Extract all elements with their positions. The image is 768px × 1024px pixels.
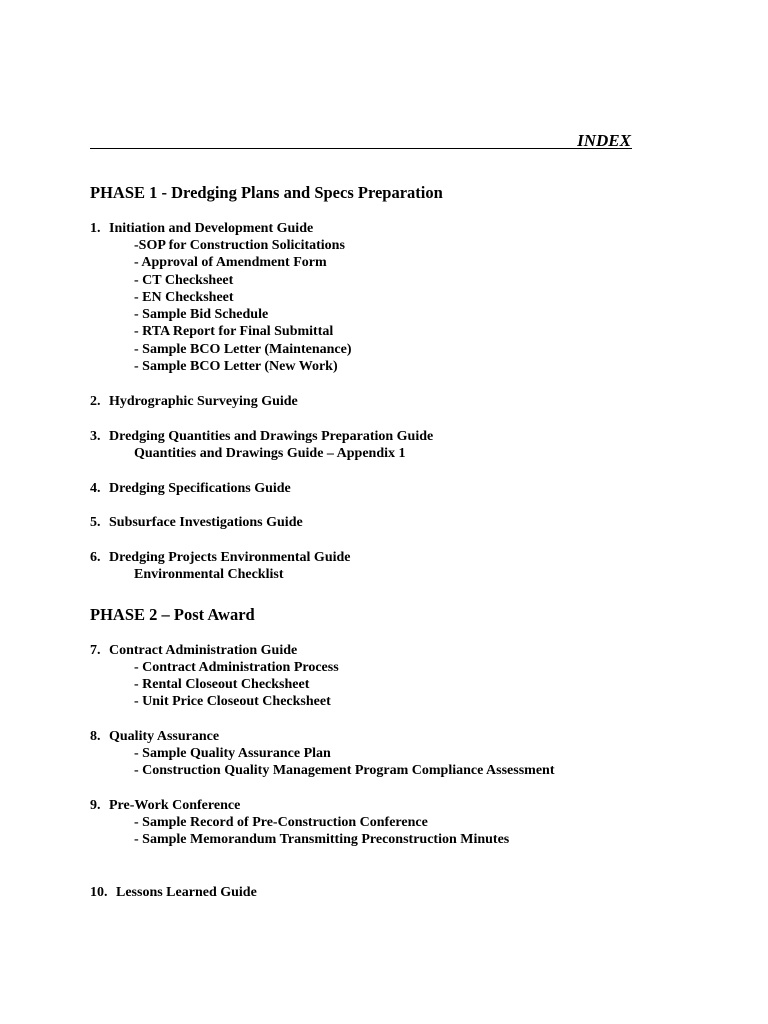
item-number: 8. [90,729,101,744]
toc-item-10 [90,884,257,901]
toc-item-9 [90,797,240,814]
toc-subitem: - EN Checksheet [134,290,234,305]
item-number: 3. [90,429,101,444]
item-title: Initiation and Development Guide [109,221,314,236]
toc-subitem: - Sample Memorandum Transmitting Preconstruction Minutes [134,832,510,847]
toc-subitem: - Sample Quality Assurance Plan [134,746,331,761]
index-rule [90,148,632,149]
toc-subitem: - CT Checksheet [134,273,234,288]
item-number: 6. [90,550,101,565]
toc-subitem: - Construction Quality Management Program Compliance Assessment [134,763,555,778]
toc-subitem: - Contract Administration Process [134,660,339,675]
toc-subitem: Quantities and Drawings Guide – Appendix 1 [134,446,406,461]
toc-item-1 [90,220,313,237]
toc-subitem: - Unit Price Closeout Checksheet [134,694,331,709]
item-title: Dredging Quantities and Drawings Preparation Guide [109,429,434,444]
toc-subitem: - Sample Record of Pre-Construction Conference [134,815,428,830]
index-title: INDEX [577,131,631,150]
toc-subitem: - Rental Closeout Checksheet [134,677,310,692]
toc-item-8 [90,728,219,745]
item-title: Quality Assurance [109,729,220,744]
item-title: Dredging Specifications Guide [109,481,291,496]
item-number: 4. [90,481,101,496]
item-number: 10. [90,885,108,900]
item-number: 9. [90,798,101,813]
toc-item-5 [90,514,303,531]
toc-item-6 [90,549,351,566]
phase2-heading: PHASE 2 – Post Award [90,605,255,624]
item-title: Dredging Projects Environmental Guide [109,550,351,565]
toc-subitem: - RTA Report for Final Submittal [134,324,334,339]
toc-subitem: - Approval of Amendment Form [134,255,327,270]
item-number: 1. [90,221,101,236]
item-title: Lessons Learned Guide [116,885,257,900]
item-number: 7. [90,643,101,658]
item-title: Pre-Work Conference [109,798,241,813]
toc-subitem: -SOP for Construction Solicitations [134,238,345,253]
toc-item-2 [90,393,298,410]
toc-subitem: Environmental Checklist [134,567,284,582]
toc-subitem: - Sample BCO Letter (New Work) [134,359,338,374]
item-title: Contract Administration Guide [109,643,298,658]
toc-subitem: - Sample BCO Letter (Maintenance) [134,342,352,357]
phase1-heading: PHASE 1 - Dredging Plans and Specs Preparation [90,183,443,202]
toc-item-4 [90,480,291,497]
item-number: 2. [90,394,101,409]
item-number: 5. [90,515,101,530]
item-title: Hydrographic Surveying Guide [109,394,298,409]
item-title: Subsurface Investigations Guide [109,515,303,530]
toc-item-3 [90,428,433,445]
toc-item-7 [90,642,297,659]
toc-subitem: - Sample Bid Schedule [134,307,269,322]
